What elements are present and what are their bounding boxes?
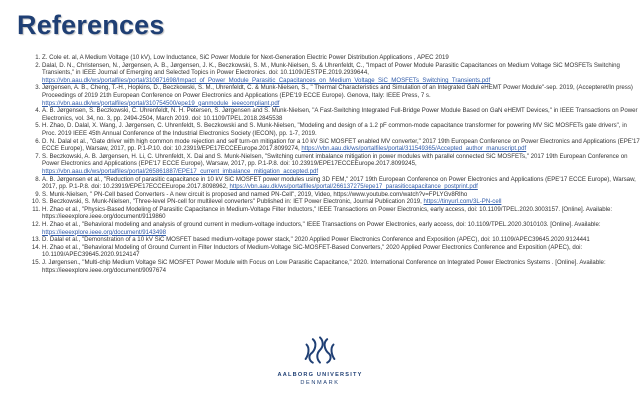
reference-text: A. B. Jørgensen, S. Beczkowski, C. Uhrenfeldt, N. H. Petersen, S. Jørgensen and S. Munk-Nielsen, "A Fast-Switching Integrated Full-Bridge Power Module Based on GaN eHEMT Devices," in IEEE Transactions on Power Electronics, vol. 34, no. 3, pp. 2494-2504, March 2019. doi: 10.1109/TPEL.2018.2845538 xyxy=(42,107,638,122)
reference-text: S. Beczkowski, A. B. Jørgensen, H. Li, C. Uhrenfeldt, X. Dai and S. Munk-Nielsen, "Switching current imbalance mitigation in power modules with parallel connected SiC MOSFETs," 2017 19th European Conference on Power Electronics and Applications (EPE'17 ECCE Europe), Warsaw, 2017, pp. P.1-P.8. doi: 10.23919/EPE17ECCEEurope.2017.8099245, xyxy=(42,152,628,168)
reference-link[interactable]: https://vbn.aau.dk/ws/portalfiles/portal/311549365/Accepted_author_manuscript.pdf xyxy=(301,145,527,153)
reference-text: Z. Cole et. al, A Medium Voltage (10 kV), Low Inductance, SiC Power Module for Next-Generation Electric Power Distribution Applications , APEC 2019 xyxy=(42,54,449,61)
reference-text: H. Zhao, D. Dalal, X. Wang, J. Jørgensen, C. Uhrenfeldt, S. Beczkowski and S. Munk-Nielsen, "Modeling and design of a 1.2 pF common-mode capacitance transformer for powering MV SiC MOSFETs gate drivers", in Proc. 2019 IEEE 45th Annual Conference of the Industrial Electronics Society (IECON), pp. 1-7, 2019. xyxy=(42,122,627,137)
reference-text: D. N. Dalal et al., "Gate driver with high common mode rejection and self turn-on mitigation for a 10 kV SiC MOSFET enabled MV converter," 2017 19th European Conference on Power Electronics and Applications (EPE'17 ECCE Europe), Warsaw, 2017, pp. P.1-P.10. doi: 10.23919/EPE17ECCEEurope.2017.8099274, xyxy=(42,137,640,153)
reference-item xyxy=(42,259,640,274)
reference-item xyxy=(42,62,640,85)
reference-item xyxy=(42,206,640,221)
reference-item xyxy=(42,198,640,206)
reference-item xyxy=(42,244,640,259)
reference-link[interactable]: https://ieeexplore.ieee.org/document/9143498 xyxy=(42,228,166,236)
reference-item xyxy=(42,107,640,122)
page-title: References xyxy=(17,10,165,40)
aalborg-university-logo-icon xyxy=(302,332,338,368)
reference-text: Dalal, D. N., Christensen, N., Jørgensen, A. B., Jørgensen, J. K., Beczkowski, S. M., Munk-Nielsen, S. & Uhrenfeldt, C., "Impact of Power Module Parasitic Capacitances on Medium Voltage SiC MOSFETs Switching Transients," in IEEE Journal of Emerging and Selected Topics in Power Electronics. doi: 10.1109/JESTPE.2019.2939644, xyxy=(42,61,620,77)
reference-item xyxy=(42,84,640,107)
reference-text: A. B. Jørgensen et al., "Reduction of parasitic capacitance in 10 kV SiC MOSFET power modules using 3D FEM," 2017 19th European Conference on Power Electronics and Applications (EPE'17 ECCE Europe), Warsaw, 2017, pp. P.1-P.8. doi: 10.23919/EPE17ECCEEurope.2017.8098962, xyxy=(42,175,636,191)
reference-link[interactable]: https://vbn.aau.dk/ws/portalfiles/portal/265861887/EPE17_current_imbalance_mitigation_accepted.pdf xyxy=(42,167,319,175)
reference-link[interactable]: https://vbn.aau.dk/ws/portalfiles/portal/310871698/Impact_of_Power_Module_Parasitic_Capacitances_on_Medium_Voltage_SiC_MOSFETs_Switching_Transients.pdf xyxy=(42,76,491,84)
reference-text: H. Zhao et al., "Behavioral modeling and analysis of ground current in medium-voltage inductors," IEEE Transactions on Power Electronics, early access, doi: 10.1109/TPEL.2020.3010103. [Online]. Available: xyxy=(42,221,601,229)
reference-list xyxy=(26,54,640,274)
reference-item xyxy=(42,122,640,137)
reference-text: H. Zhao et al., "Physics-Based Modeling of Parasitic Capacitance in Medium-Voltage Filter Inductors," IEEE Transactions on Power Electronics, early access, doi: 10.1109/TPEL.2020.3003157. [Online]. Available: https://ieeexplore.ieee.org/document/9119860 xyxy=(42,205,613,221)
reference-link[interactable]: https://vbn.aau.dk/ws/portalfiles/portal/266137275/epe17_parasiticcapacitance_postprint.pdf xyxy=(229,183,478,191)
reference-text: S. Munk-Nielsen, " PN-Cell based Converters - A new circuit is proposed and named PN-Cell", 2019, Video, https://www.youtube.com/watch?v=FPLYGv8Rlho xyxy=(42,190,468,198)
reference-link[interactable]: https://tinyurl.com/3L-PN-cell xyxy=(423,198,502,206)
university-name: AALBORG UNIVERSITY xyxy=(277,372,363,378)
reference-text: H. Zhao et al., "Behavioral Modeling of Ground Current in Filter Inductors of Medium-Voltage SiC-MOSFET-Based Converters," 2020 Applied Power Electronics Conference and Exposition (APEC), doi: 10.1109/APEC39645.2020.9124147 xyxy=(42,243,583,259)
reference-item xyxy=(42,221,640,236)
reference-link[interactable]: https://vbn.aau.dk/ws/portalfiles/portal/310754500/epe19_ganmodule_ieeecompliant.pdf xyxy=(42,99,280,107)
reference-item xyxy=(42,191,640,199)
university-country: DENMARK xyxy=(300,380,340,386)
reference-item xyxy=(42,176,640,191)
reference-text: Jørgensen, A. B., Cheng, T.-H., Hopkins, D., Beczkowski, S. M., Uhrenfeldt, C. & Munk-Nielsen, S., " Thermal Characteristics and Simulation of an Integrated GaN eHEMT Power Module"-sep. 2019, (Accepteret/In press) Proceedings of 2019 21th European Conference on Power Electronics and Applications (EPE'19 ECCE Europe). Genova, Italy: IEEE Press, 7 s. xyxy=(42,84,633,99)
reference-text: D. Dalal et al., "Demonstration of a 10 kV SiC MOSFET based medium-voltage power stack," 2020 Applied Power Electronics Conference and Exposition (APEC), doi: 10.1109/APEC39645.2020.9124441 xyxy=(42,236,590,244)
reference-item xyxy=(42,138,640,153)
reference-text: J. Jørgensen., "Multi-chip Medium Voltage SiC MOSFET Power Module with Focus on Low Parasitic Capacitance," 2020. International Conference on Integrated Power Electronics Systems . [Online]. Available: https://ieeexplore.ieee.org/document/9097674 xyxy=(42,259,606,274)
reference-item xyxy=(42,236,640,244)
reference-item xyxy=(42,153,640,176)
reference-text: S. Beczkowski, S. Munk-Nielsen, "Three-level PN-cell for multilevel converters" Published in: IET Power Electronic, Journal Publication 2019, xyxy=(42,198,422,206)
reference-item xyxy=(42,54,640,62)
